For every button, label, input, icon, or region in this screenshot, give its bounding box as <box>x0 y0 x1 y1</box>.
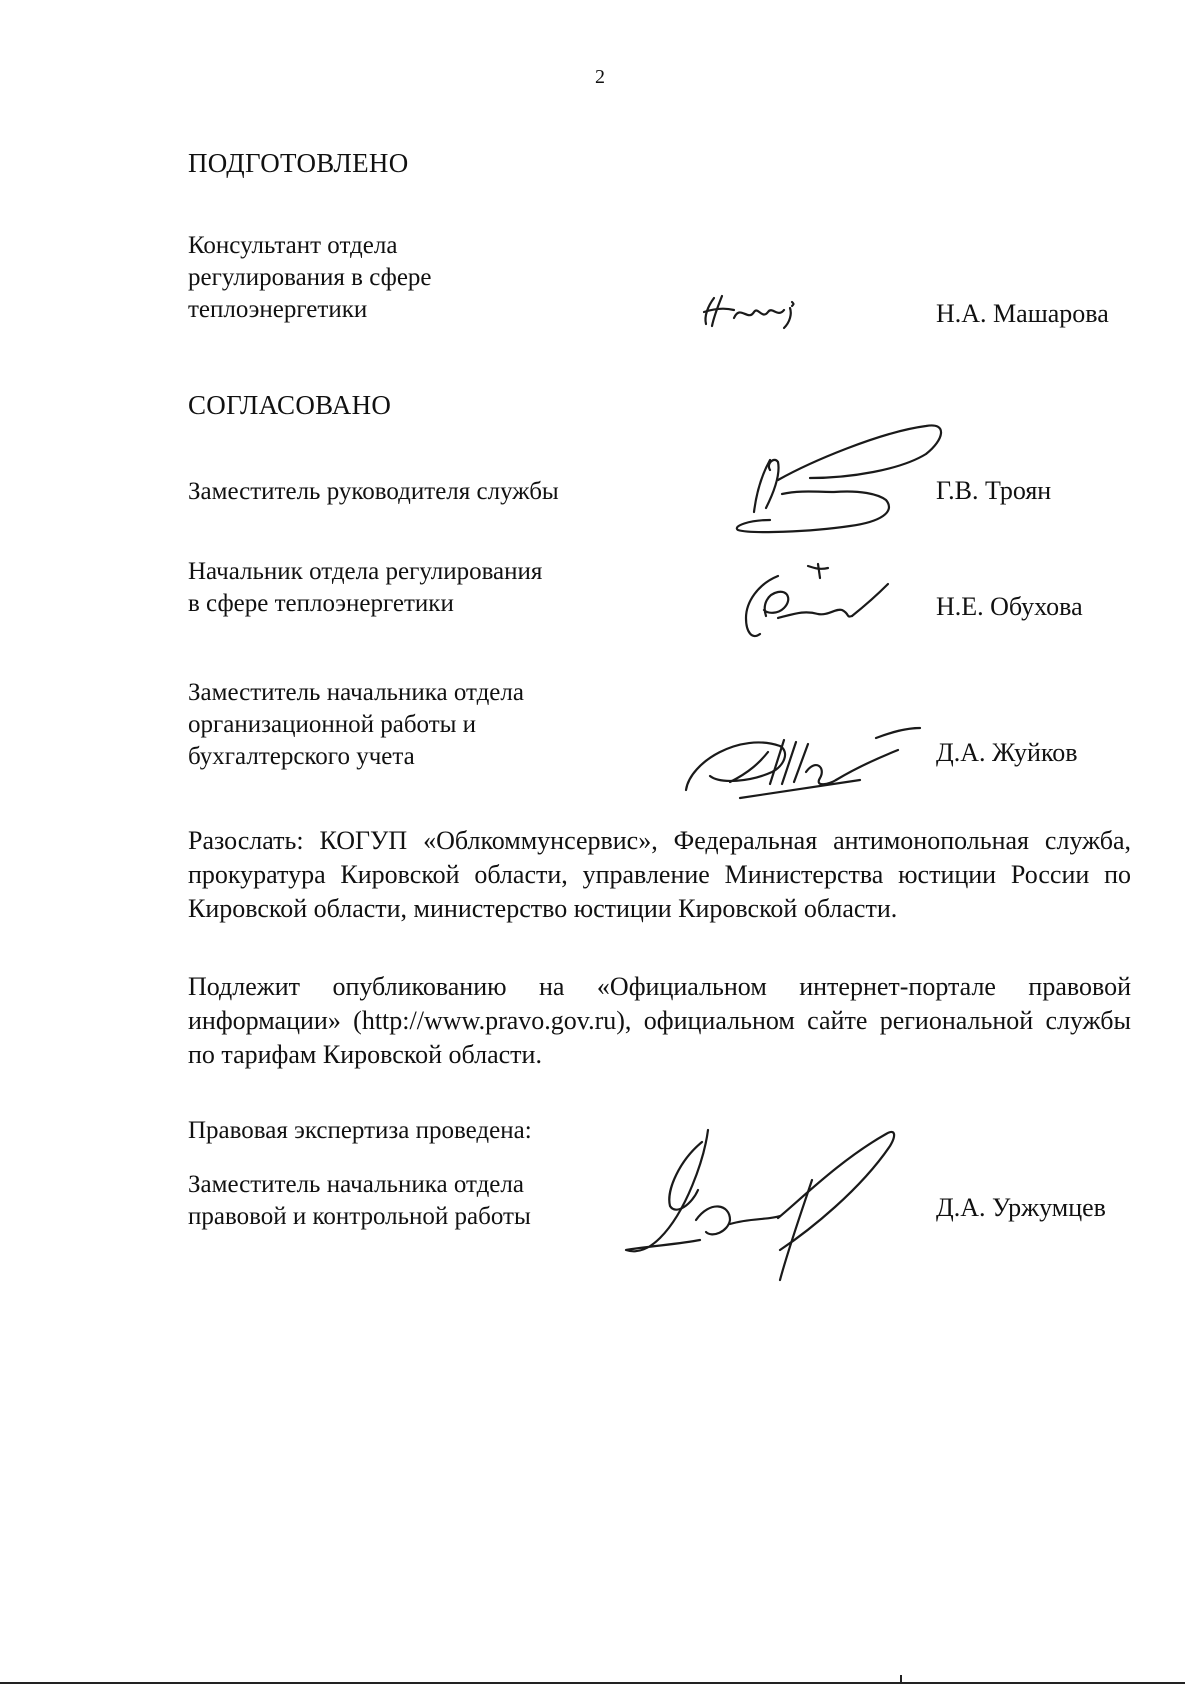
prepared-position-line: теплоэнергетики <box>188 296 368 323</box>
legal-review-heading-text: Правовая экспертиза проведена: <box>188 1117 532 1144</box>
signature-zhuikov <box>680 722 940 802</box>
signatory-position <box>188 677 708 773</box>
signatory-position-line: в сфере теплоэнергетики <box>188 590 454 617</box>
signatory-name: Н.Е. Обухова <box>936 592 1083 621</box>
signatory-position <box>188 476 708 508</box>
distribution-list: Разослать: КОГУП «Облкоммунсервис», Федеральная антимонопольная служба, прокуратура Кировской области, управление Министерства юстиции России по Кировской области, министерство юстиции Кировской области. <box>188 826 1131 923</box>
signatory-position-line: бухгалтерского учета <box>188 743 415 770</box>
signature-obukhova <box>738 558 898 648</box>
signature-troyan <box>730 408 950 548</box>
signatory-position-line: Начальник отдела регулирования <box>188 558 543 585</box>
signature-masharova <box>700 292 820 332</box>
footer-tick <box>900 1675 902 1684</box>
signatory-position-line: Заместитель начальника отдела <box>188 679 524 706</box>
signatory-position <box>188 556 708 620</box>
signatory-name: Д.А. Жуйков <box>936 738 1078 767</box>
prepared-position <box>188 230 708 326</box>
page-number: 2 <box>595 66 605 88</box>
prepared-name: Н.А. Машарова <box>936 299 1109 328</box>
prepared-position-line: Консультант отдела <box>188 232 398 259</box>
prepared-heading: ПОДГОТОВЛЕНО <box>188 148 409 178</box>
footer-rule <box>0 1682 1185 1684</box>
prepared-position-line: регулирования в сфере <box>188 264 432 291</box>
agreed-heading: СОГЛАСОВАНО <box>188 390 392 420</box>
signatory-name: Г.В. Троян <box>936 476 1052 505</box>
legal-review-position-line: правовой и контрольной работы <box>188 1203 531 1230</box>
legal-review-position-line: Заместитель начальника отдела <box>188 1171 524 1198</box>
publication-note: Подлежит опубликованию на «Официальном интернет-портале правовой информации» (http://www.pravo.gov.ru), официальном сайте региональной службы по тарифам Кировской области. <box>188 972 1131 1069</box>
signatory-position-line: Заместитель руководителя службы <box>188 478 559 505</box>
legal-review-name: Д.А. Уржумцев <box>936 1193 1106 1222</box>
signatory-position-line: организационной работы и <box>188 711 477 738</box>
signature-urzhumtsev <box>620 1120 920 1290</box>
